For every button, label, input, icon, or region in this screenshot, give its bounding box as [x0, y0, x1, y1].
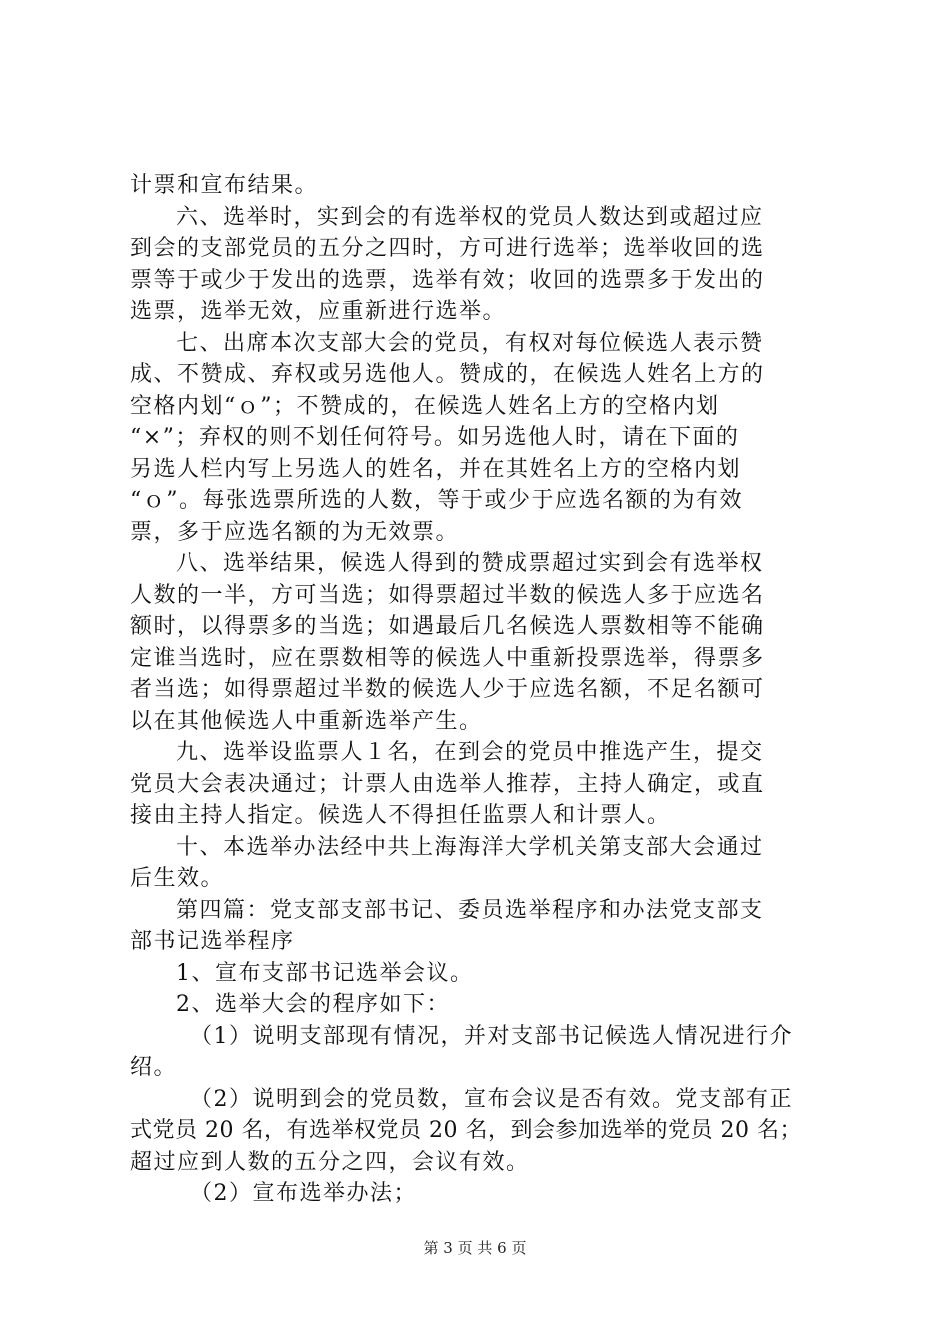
text-line: “×”；弃权的则不划任何符号。如另选他人时，请在下面的: [130, 425, 740, 450]
text-line: 成、不赞成、弃权或另选他人。赞成的，在候选人姓名上方的: [130, 362, 765, 387]
text-line: 式党员 20 名，有选举权党员 20 名，到会参加选举的党员 20 名；: [130, 1118, 802, 1143]
text-line: 计票和宣布结果。: [130, 173, 319, 198]
text-line: 额时，以得票多的当选；如遇最后几名候选人票数相等不能确: [130, 614, 765, 639]
text-line: 十、本选举办法经中共上海海洋大学机关第支部大会通过: [176, 834, 764, 860]
text-line: 票，多于应选名额的为无效票。: [130, 519, 460, 545]
text-line: “ｏ”。每张选票所选的人数，等于或少于应选名额的为有效: [130, 488, 743, 513]
text-line: 2、选举大会的程序如下：: [176, 992, 450, 1017]
text-line: 者当选；如得票超过半数的候选人少于应选名额，不足名额可: [130, 677, 765, 702]
text-line: 部书记选举程序: [130, 929, 295, 954]
text-line: 1、宣布支部书记选举会议。: [176, 960, 474, 986]
text-line: 票等于或少于发出的选票，选举有效；收回的选票多于发出的: [130, 267, 765, 293]
text-line: 八、选举结果，候选人得到的赞成票超过实到会有选举权: [176, 551, 764, 576]
text-line: 另选人栏内写上另选人的姓名，并在其姓名上方的空格内划: [130, 456, 742, 482]
page-number-footer: 第 3 页 共 6 页: [423, 1239, 527, 1257]
text-line: 以在其他候选人中重新选举产生。: [130, 708, 483, 734]
text-line: （1）说明支部现有情况，并对支部书记候选人情况进行介: [190, 1023, 793, 1049]
text-line: 六、选举时，实到会的有选举权的党员人数达到或超过应: [176, 204, 764, 230]
text-line: （2）说明到会的党员数，宣布会议是否有效。党支部有正: [190, 1086, 793, 1112]
text-line: 选票，选举无效，应重新进行选举。: [130, 299, 507, 324]
text-line: 党员大会表决通过；计票人由选举人推荐，主持人确定，或直: [130, 771, 765, 797]
text-line: 七、出席本次支部大会的党员，有权对每位候选人表示赞: [176, 330, 764, 356]
text-line: 超过应到人数的五分之四，会议有效。: [130, 1149, 530, 1175]
text-line: 定谁当选时，应在票数相等的候选人中重新投票选举，得票多: [130, 645, 765, 671]
text-line: 空格内划“ｏ”；不赞成的，在候选人姓名上方的空格内划: [130, 393, 720, 419]
text-line: 接由主持人指定。候选人不得担任监票人和计票人。: [130, 803, 671, 828]
text-line: 后生效。: [130, 866, 225, 891]
text-line: （2）宣布选举办法；: [190, 1181, 417, 1206]
text-line: 第四篇：党支部支部书记、委员选举程序和办法党支部支: [176, 897, 764, 923]
text-line: 绍。: [130, 1055, 178, 1080]
text-line: 到会的支部党员的五分之四时，方可进行选举；选举收回的选: [130, 236, 765, 261]
text-line: 人数的一半，方可当选；如得票超过半数的候选人多于应选名: [130, 582, 765, 608]
text-line: 九、选举设监票人１名，在到会的党员中推选产生，提交: [176, 740, 764, 765]
